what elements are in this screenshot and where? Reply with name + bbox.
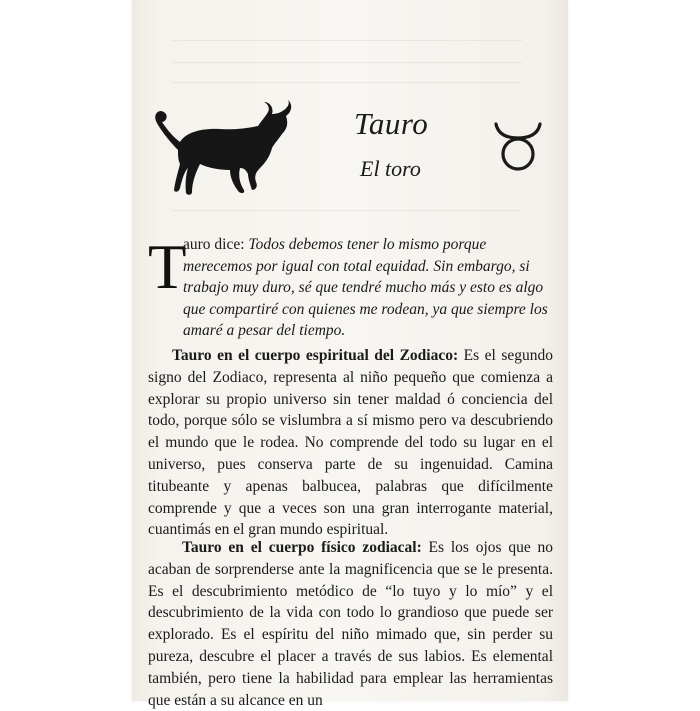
bleed-through-line (172, 82, 522, 83)
section-heading: Tauro en el cuerpo físico zodiacal: (182, 539, 422, 556)
section-text: Es los ojos que no acaban de sorprenderse ante la magnificencia que se le presenta. Es el descubrimiento metódico de “lo tuyo y lo mío” y el descubrimiento de la vida con todo lo grandioso que puede ser explorado. Es el espíritu del niño mimado que, sin perder su pureza, descubre el placer a través de sus labios. Es elemental también, pero tiene la habilidad para emplear las herramientas que están a su alcance en un (148, 539, 554, 709)
section-spiritual (148, 345, 553, 541)
taurus-symbol-icon (492, 118, 544, 174)
intro-paragraph (183, 234, 553, 342)
bleed-through-line (172, 40, 522, 41)
intro-lead: auro dice: (183, 236, 249, 253)
bleed-through-line (172, 62, 522, 63)
chapter-subtitle: El toro (360, 156, 421, 181)
bleed-through-line (172, 210, 522, 211)
intro-quote: Todos debemos tener lo mismo porque merecemos por igual con total equidad. Sin embargo, si trabajo muy duro, sé que tendré mucho más y esto es algo que compartiré con quienes me rodean, ya que siempre los amaré a pesar del tiempo. (183, 236, 548, 339)
section-text: Es el segundo signo del Zodiaco, representa al niño pequeño que comienza a explorar su propio universo sin tener maldad ó conciencia del todo, porque sólo se vislumbra a sí mismo pero va descubriendo el mundo que le rodea. No comprende del todo su lugar en el universo, pues conserva parte de su ingenuidad. Camina titubeante y apenas balbucea, palabras que difícilmente comprende y que a veces son una gran interrogante material, cuantimás en el gran mundo espiritual. (148, 347, 553, 539)
chapter-title: Tauro (354, 106, 429, 141)
section-physical (148, 537, 553, 711)
section-heading: Tauro en el cuerpo espiritual del Zodiaco: (172, 347, 459, 364)
drop-cap: T (148, 232, 187, 302)
bull-icon (150, 98, 292, 198)
